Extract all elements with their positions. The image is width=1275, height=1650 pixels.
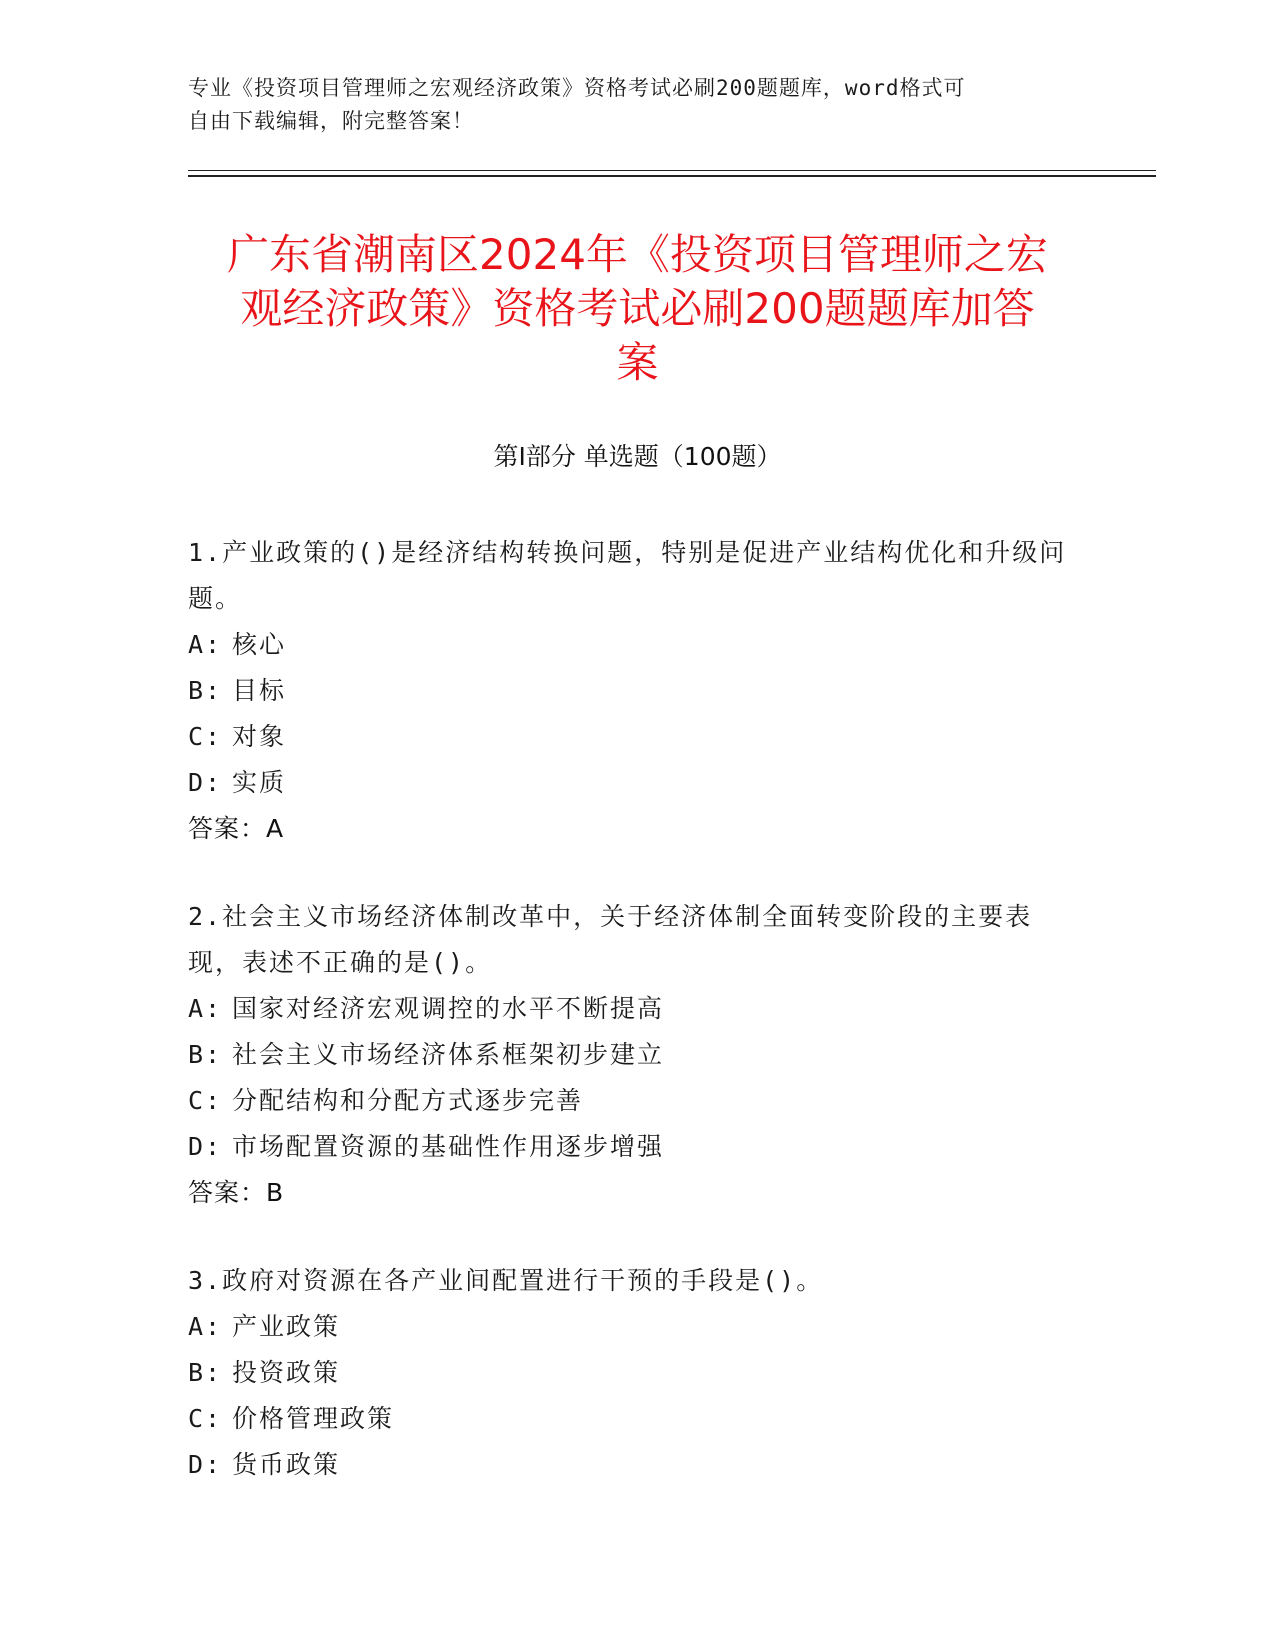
- option-key: A:: [188, 994, 223, 1023]
- question-1: [188, 530, 1068, 852]
- option-text: 分配结构和分配方式逐步完善: [232, 1086, 584, 1115]
- option-b: [188, 1032, 1068, 1078]
- option-a: [188, 986, 1068, 1032]
- option-text: 产业政策: [232, 1312, 341, 1341]
- option-key: D:: [188, 768, 223, 797]
- option-text: 目标: [232, 676, 287, 705]
- question-list: [188, 530, 1068, 1530]
- option-c: [188, 1078, 1068, 1124]
- option-key: C:: [188, 722, 223, 751]
- option-text: 投资政策: [232, 1358, 341, 1387]
- option-key: C:: [188, 1404, 223, 1433]
- option-key: C:: [188, 1086, 223, 1115]
- question-stem: 3.政府对资源在各产业间配置进行干预的手段是()。: [188, 1266, 824, 1295]
- option-text: 核心: [232, 630, 287, 659]
- option-c: [188, 1396, 1068, 1442]
- option-d: [188, 1442, 1068, 1488]
- option-key: A:: [188, 630, 223, 659]
- option-key: A:: [188, 1312, 223, 1341]
- answer-label: 答案：B: [188, 1178, 285, 1207]
- option-b: [188, 668, 1068, 714]
- option-text: 实质: [232, 768, 287, 797]
- question-stem: 2.社会主义市场经济体制改革中，关于经济体制全面转变阶段的主要表现，表述不正确的是()。: [188, 902, 1033, 977]
- option-key: D:: [188, 1450, 223, 1479]
- question-3: [188, 1258, 1068, 1488]
- document-title-line-3: 案: [616, 338, 659, 387]
- option-text: 市场配置资源的基础性作用逐步增强: [232, 1132, 665, 1161]
- option-d: [188, 760, 1068, 806]
- option-key: B:: [188, 676, 223, 705]
- option-text: 对象: [232, 722, 287, 751]
- option-text: 社会主义市场经济体系框架初步建立: [232, 1040, 665, 1069]
- document-title-line-2: 观经济政策》资格考试必刷200题题库加答: [240, 284, 1035, 333]
- option-a: [188, 1304, 1068, 1350]
- header-note-line-1: 专业《投资项目管理师之宏观经济政策》资格考试必刷200题题库，word格式可: [188, 76, 966, 100]
- option-key: D:: [188, 1132, 223, 1161]
- option-text: 国家对经济宏观调控的水平不断提高: [232, 994, 665, 1023]
- section-title: 第Ⅰ部分 单选题（100题）: [493, 442, 782, 471]
- document-title: [160, 228, 1115, 390]
- option-d: [188, 1124, 1068, 1170]
- option-c: [188, 714, 1068, 760]
- question-2: [188, 894, 1068, 1216]
- header-divider-thin: [188, 170, 1156, 171]
- header-note: [188, 72, 1068, 138]
- option-a: [188, 622, 1068, 668]
- document-title-line-1: 广东省潮南区2024年《投资项目管理师之宏: [227, 230, 1048, 279]
- option-text: 价格管理政策: [232, 1404, 395, 1433]
- answer-label: 答案：A: [188, 814, 285, 843]
- option-key: B:: [188, 1040, 223, 1069]
- option-key: B:: [188, 1358, 223, 1387]
- option-text: 货币政策: [232, 1450, 341, 1479]
- header-divider-thick: [188, 175, 1156, 177]
- header-note-line-2: 自由下载编辑，附完整答案！: [188, 109, 474, 133]
- option-b: [188, 1350, 1068, 1396]
- question-stem: 1.产业政策的()是经济结构转换问题，特别是促进产业结构优化和升级问题。: [188, 538, 1067, 613]
